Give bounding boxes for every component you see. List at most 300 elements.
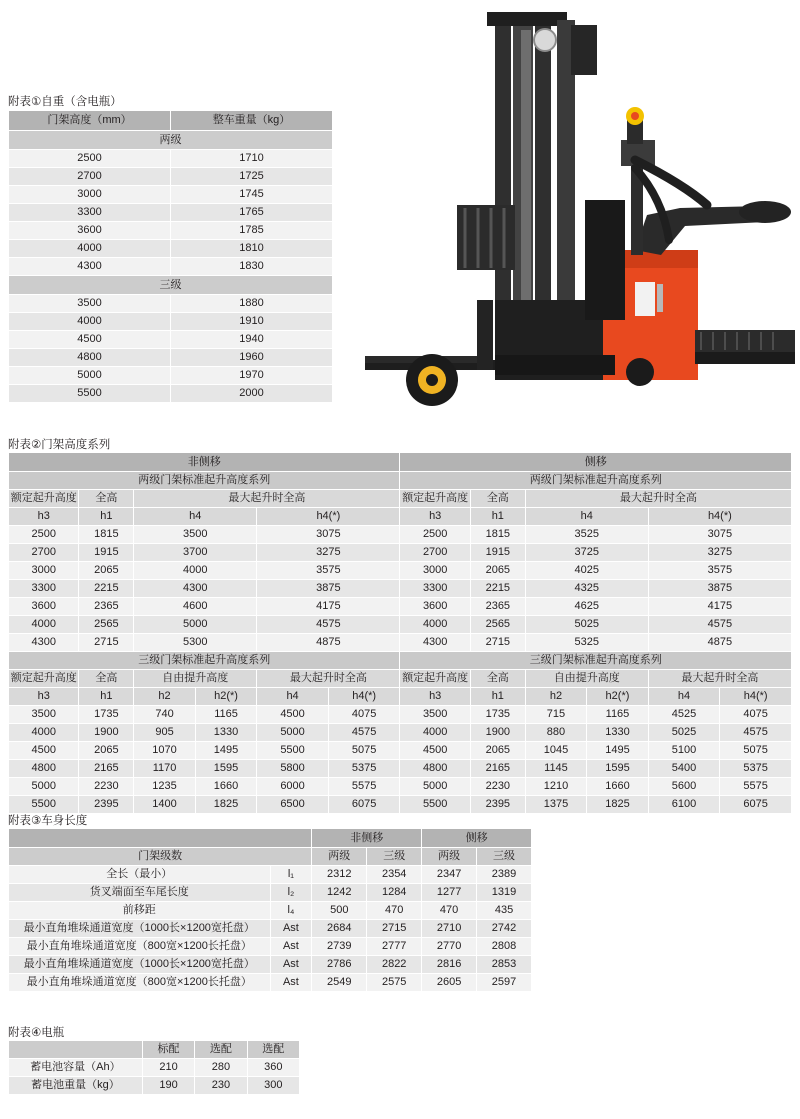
- table-row: [9, 778, 792, 796]
- table-section-row: [9, 652, 792, 670]
- stage-header: 三级: [367, 848, 422, 866]
- measurement-value: 4575: [720, 724, 792, 742]
- overall-height-value: 2365: [470, 598, 525, 616]
- table2-caption: 附表②门架高度系列: [8, 439, 111, 451]
- max-lift-height-alt-value: 3075: [257, 526, 400, 544]
- mast-height-table: [8, 452, 792, 814]
- measurement-value: 1735: [470, 706, 525, 724]
- dimension-value: 2389: [477, 866, 532, 884]
- mast-height-value: 3500: [9, 295, 171, 313]
- table-row: [9, 168, 333, 186]
- overall-height-value: 2065: [79, 562, 134, 580]
- symbol-header: h3: [9, 508, 79, 526]
- measurement-value: 5500: [400, 796, 470, 814]
- lift-height-value: 3000: [9, 562, 79, 580]
- measurement-value: 6075: [328, 796, 400, 814]
- truck-weight-value: 1970: [171, 367, 333, 385]
- max-lift-height-value: 3700: [134, 544, 257, 562]
- max-lift-height-alt-value: 4175: [648, 598, 791, 616]
- dimension-value: 470: [422, 902, 477, 920]
- measurement-value: 2065: [470, 742, 525, 760]
- overall-height-value: 2565: [79, 616, 134, 634]
- lift-height-value: 4000: [400, 616, 470, 634]
- measurement-value: 1825: [587, 796, 649, 814]
- measurement-value: 4075: [328, 706, 400, 724]
- max-lift-height-alt-value: 3875: [648, 580, 791, 598]
- measurement-value: 4800: [400, 760, 470, 778]
- max-lift-height-alt-value: 3575: [257, 562, 400, 580]
- measurement-value: 1070: [134, 742, 196, 760]
- truck-weight-value: 1710: [171, 150, 333, 168]
- lift-height-value: 3000: [400, 562, 470, 580]
- table-row: [9, 367, 333, 385]
- measurement-value: 905: [134, 724, 196, 742]
- column-header: 额定起升高度: [400, 490, 470, 508]
- measurement-value: 5575: [328, 778, 400, 796]
- table-row: [9, 349, 333, 367]
- dimension-value: 2605: [422, 974, 477, 992]
- column-header: 最大起升时全高: [525, 490, 791, 508]
- overall-height-value: 1815: [470, 526, 525, 544]
- column-header: 额定起升高度: [9, 670, 79, 688]
- table-row: [9, 724, 792, 742]
- column-header: 门架高度（mm）: [9, 111, 171, 131]
- table-row: [9, 866, 532, 884]
- max-lift-height-value: 5000: [134, 616, 257, 634]
- column-header: 全高: [470, 490, 525, 508]
- dimension-symbol: l₂: [270, 884, 312, 902]
- spacer-cell: [9, 829, 312, 848]
- overall-height-value: 2715: [79, 634, 134, 652]
- symbol-header: h4: [134, 508, 257, 526]
- table-row: [9, 938, 532, 956]
- dimension-symbol: Ast: [270, 938, 312, 956]
- max-lift-height-value: 4025: [525, 562, 648, 580]
- dimension-symbol: Ast: [270, 920, 312, 938]
- battery-value: 280: [195, 1059, 247, 1077]
- dimension-value: 2354: [367, 866, 422, 884]
- battery-config-header: 选配: [195, 1041, 247, 1059]
- table-group-row: [9, 829, 532, 848]
- weight-table: [8, 110, 333, 403]
- table-row: [9, 385, 333, 403]
- measurement-value: 5375: [328, 760, 400, 778]
- mast-height-value: 4000: [9, 313, 171, 331]
- max-lift-height-alt-value: 3875: [257, 580, 400, 598]
- lift-height-value: 4300: [400, 634, 470, 652]
- symbol-header: h3: [400, 508, 470, 526]
- mast-height-value: 3300: [9, 204, 171, 222]
- measurement-value: 5500: [9, 796, 79, 814]
- measurement-value: 5800: [257, 760, 329, 778]
- max-lift-height-value: 5300: [134, 634, 257, 652]
- measurement-value: 4525: [648, 706, 720, 724]
- column-header: 全高: [79, 490, 134, 508]
- measurement-value: 6000: [257, 778, 329, 796]
- max-lift-height-value: 4325: [525, 580, 648, 598]
- measurement-value: 1210: [525, 778, 587, 796]
- section-label: 三级门架标准起升高度系列: [9, 652, 400, 670]
- dimension-value: 1319: [477, 884, 532, 902]
- table-row: [9, 634, 792, 652]
- dimension-value: 470: [367, 902, 422, 920]
- measurement-value: 4000: [9, 724, 79, 742]
- table-row: [9, 258, 333, 276]
- measurement-value: 740: [134, 706, 196, 724]
- group-label: 三级: [9, 276, 333, 295]
- column-header: 最大起升时全高: [134, 490, 400, 508]
- max-lift-height-value: 3525: [525, 526, 648, 544]
- lift-height-value: 3300: [9, 580, 79, 598]
- dimension-symbol: l₄: [270, 902, 312, 920]
- max-lift-height-value: 4000: [134, 562, 257, 580]
- measurement-value: 5600: [648, 778, 720, 796]
- measurement-value: 3500: [400, 706, 470, 724]
- measurement-value: 5375: [720, 760, 792, 778]
- table4-container: [8, 1040, 300, 1095]
- lift-height-value: 2700: [9, 544, 79, 562]
- column-header: 全高: [79, 670, 134, 688]
- dimension-value: 2822: [367, 956, 422, 974]
- truck-weight-value: 1830: [171, 258, 333, 276]
- measurement-value: 1660: [195, 778, 257, 796]
- max-lift-height-alt-value: 3275: [648, 544, 791, 562]
- dimension-value: 2739: [312, 938, 367, 956]
- mast-height-value: 3600: [9, 222, 171, 240]
- measurement-value: 715: [525, 706, 587, 724]
- measurement-value: 4500: [400, 742, 470, 760]
- table3-container: [8, 828, 532, 992]
- group-label: 两级: [9, 131, 333, 150]
- mast-height-value: 4500: [9, 331, 171, 349]
- measurement-value: 5075: [328, 742, 400, 760]
- table-row: [9, 150, 333, 168]
- symbol-header: h4: [648, 688, 720, 706]
- dimension-value: 1242: [312, 884, 367, 902]
- dimension-value: 2816: [422, 956, 477, 974]
- table-group-row: [9, 131, 333, 150]
- measurement-value: 1375: [525, 796, 587, 814]
- lift-height-value: 3600: [400, 598, 470, 616]
- symbol-header: h4: [257, 688, 329, 706]
- max-lift-height-value: 4600: [134, 598, 257, 616]
- measurement-value: 1165: [587, 706, 649, 724]
- overall-height-value: 2215: [79, 580, 134, 598]
- dimension-symbol: Ast: [270, 956, 312, 974]
- table-group-row: [9, 276, 333, 295]
- max-lift-height-alt-value: 4875: [648, 634, 791, 652]
- measurement-value: 5575: [720, 778, 792, 796]
- mast-height-value: 5000: [9, 367, 171, 385]
- column-header: 额定起升高度: [9, 490, 79, 508]
- battery-table: [8, 1040, 300, 1095]
- symbol-header: h4: [525, 508, 648, 526]
- table-header-row: [9, 490, 792, 508]
- measurement-value: 1330: [195, 724, 257, 742]
- stage-header: 三级: [477, 848, 532, 866]
- measurement-value: 1145: [525, 760, 587, 778]
- battery-value: 190: [142, 1077, 194, 1095]
- max-lift-height-value: 5025: [525, 616, 648, 634]
- dimension-value: 435: [477, 902, 532, 920]
- measurement-value: 1595: [195, 760, 257, 778]
- symbol-header: h1: [79, 508, 134, 526]
- measurement-value: 2165: [470, 760, 525, 778]
- measurement-value: 1045: [525, 742, 587, 760]
- max-lift-height-alt-value: 3075: [648, 526, 791, 544]
- measurement-value: 2065: [79, 742, 134, 760]
- dimension-value: 2808: [477, 938, 532, 956]
- lift-height-value: 4000: [9, 616, 79, 634]
- table-row: [9, 902, 532, 920]
- table-header-row: [9, 670, 792, 688]
- measurement-value: 4075: [720, 706, 792, 724]
- measurement-value: 6100: [648, 796, 720, 814]
- mast-stage-header: 门架级数: [9, 848, 312, 866]
- battery-value: 300: [247, 1077, 299, 1095]
- truck-weight-value: 1960: [171, 349, 333, 367]
- column-header: 自由提升高度: [525, 670, 648, 688]
- column-header: 最大起升时全高: [648, 670, 791, 688]
- measurement-value: 4575: [328, 724, 400, 742]
- dimension-label: 最小直角堆垛通道宽度（800宽×1200长托盘）: [9, 938, 271, 956]
- measurement-value: 4000: [400, 724, 470, 742]
- table-row: [9, 222, 333, 240]
- symbol-header: h1: [470, 688, 525, 706]
- table2-container: [8, 452, 792, 814]
- table1-container: [8, 110, 333, 403]
- group-nonshift-label: 非侧移: [9, 453, 400, 472]
- table-row: [9, 974, 532, 992]
- dimension-value: 2347: [422, 866, 477, 884]
- table-row: [9, 313, 333, 331]
- table-row: [9, 1077, 300, 1095]
- lift-height-value: 4300: [9, 634, 79, 652]
- stage-header: 两级: [312, 848, 367, 866]
- table-row: [9, 544, 792, 562]
- dimension-symbol: Ast: [270, 974, 312, 992]
- section-label: 三级门架标准起升高度系列: [400, 652, 792, 670]
- table-row: [9, 562, 792, 580]
- symbol-header: h4(*): [720, 688, 792, 706]
- dimension-label: 最小直角堆垛通道宽度（1000长×1200宽托盘）: [9, 956, 271, 974]
- measurement-value: 1235: [134, 778, 196, 796]
- symbol-header: h4(*): [328, 688, 400, 706]
- measurement-value: 1660: [587, 778, 649, 796]
- table-subheader-row: [9, 508, 792, 526]
- truck-weight-value: 1810: [171, 240, 333, 258]
- measurement-value: 1170: [134, 760, 196, 778]
- dimension-value: 2710: [422, 920, 477, 938]
- lift-height-value: 3300: [400, 580, 470, 598]
- dimension-value: 500: [312, 902, 367, 920]
- table-row: [9, 616, 792, 634]
- measurement-value: 1165: [195, 706, 257, 724]
- battery-config-header: 选配: [247, 1041, 299, 1059]
- measurement-value: 1825: [195, 796, 257, 814]
- measurement-value: 880: [525, 724, 587, 742]
- dimension-label: 最小直角堆垛通道宽度（800宽×1200长托盘）: [9, 974, 271, 992]
- dimension-value: 2684: [312, 920, 367, 938]
- dimension-value: 2777: [367, 938, 422, 956]
- table-header-row: [9, 848, 532, 866]
- measurement-value: 1400: [134, 796, 196, 814]
- reach-truck-photo: [335, 0, 800, 430]
- dimension-label: 货叉端面至车尾长度: [9, 884, 271, 902]
- dimension-value: 1277: [422, 884, 477, 902]
- measurement-value: 5000: [400, 778, 470, 796]
- truck-weight-value: 1880: [171, 295, 333, 313]
- truck-weight-value: 1940: [171, 331, 333, 349]
- measurement-value: 2165: [79, 760, 134, 778]
- max-lift-height-value: 3500: [134, 526, 257, 544]
- max-lift-height-alt-value: 3275: [257, 544, 400, 562]
- max-lift-height-value: 3725: [525, 544, 648, 562]
- symbol-header: h2: [525, 688, 587, 706]
- battery-value: 210: [142, 1059, 194, 1077]
- measurement-value: 1900: [79, 724, 134, 742]
- measurement-value: 6500: [257, 796, 329, 814]
- overall-height-value: 2215: [470, 580, 525, 598]
- measurement-value: 1595: [587, 760, 649, 778]
- battery-config-header: 标配: [142, 1041, 194, 1059]
- overall-height-value: 1915: [470, 544, 525, 562]
- overall-height-value: 2715: [470, 634, 525, 652]
- table-row: [9, 956, 532, 974]
- column-header: 自由提升高度: [134, 670, 257, 688]
- table-row: [9, 295, 333, 313]
- group-shift-label: 侧移: [422, 829, 532, 848]
- truck-weight-value: 1765: [171, 204, 333, 222]
- battery-value: 230: [195, 1077, 247, 1095]
- dimension-label: 全长（最小）: [9, 866, 271, 884]
- mast-height-value: 4300: [9, 258, 171, 276]
- dimension-value: 2715: [367, 920, 422, 938]
- table-row: [9, 706, 792, 724]
- table-subheader-row: [9, 688, 792, 706]
- mast-height-value: 5500: [9, 385, 171, 403]
- measurement-value: 1495: [587, 742, 649, 760]
- dimension-symbol: l₁: [270, 866, 312, 884]
- table1-caption: 附表①自重（含电瓶）: [8, 96, 122, 108]
- overall-height-value: 1915: [79, 544, 134, 562]
- symbol-header: h2(*): [195, 688, 257, 706]
- max-lift-height-alt-value: 3575: [648, 562, 791, 580]
- table-row: [9, 240, 333, 258]
- table-header-row: [9, 111, 333, 131]
- table-row: [9, 884, 532, 902]
- lift-height-value: 3600: [9, 598, 79, 616]
- measurement-value: 1735: [79, 706, 134, 724]
- dimension-value: 2549: [312, 974, 367, 992]
- overall-height-value: 2565: [470, 616, 525, 634]
- measurement-value: 2230: [470, 778, 525, 796]
- battery-row-header: [9, 1041, 143, 1059]
- measurement-value: 5500: [257, 742, 329, 760]
- measurement-value: 5000: [9, 778, 79, 796]
- battery-value: 360: [247, 1059, 299, 1077]
- mast-height-value: 2700: [9, 168, 171, 186]
- body-length-table: [8, 828, 532, 992]
- table-row: [9, 204, 333, 222]
- table-row: [9, 920, 532, 938]
- column-header: 最大起升时全高: [257, 670, 400, 688]
- overall-height-value: 1815: [79, 526, 134, 544]
- column-header: 全高: [470, 670, 525, 688]
- table-row: [9, 760, 792, 778]
- section-label: 两级门架标准起升高度系列: [400, 472, 792, 490]
- table-section-row: [9, 472, 792, 490]
- symbol-header: h2(*): [587, 688, 649, 706]
- dimension-label: 前移距: [9, 902, 271, 920]
- symbol-header: h1: [79, 688, 134, 706]
- truck-weight-value: 1785: [171, 222, 333, 240]
- mast-height-value: 2500: [9, 150, 171, 168]
- measurement-value: 1330: [587, 724, 649, 742]
- dimension-value: 1284: [367, 884, 422, 902]
- measurement-value: 1900: [470, 724, 525, 742]
- symbol-header: h3: [400, 688, 470, 706]
- table-row: [9, 580, 792, 598]
- overall-height-value: 2365: [79, 598, 134, 616]
- table-row: [9, 526, 792, 544]
- dimension-label: 最小直角堆垛通道宽度（1000长×1200宽托盘）: [9, 920, 271, 938]
- column-header: 额定起升高度: [400, 670, 470, 688]
- measurement-value: 2230: [79, 778, 134, 796]
- dimension-value: 2312: [312, 866, 367, 884]
- lift-height-value: 2700: [400, 544, 470, 562]
- max-lift-height-alt-value: 4575: [257, 616, 400, 634]
- max-lift-height-value: 5325: [525, 634, 648, 652]
- table-row: [9, 742, 792, 760]
- table-group-row: [9, 453, 792, 472]
- symbol-header: h3: [9, 688, 79, 706]
- measurement-value: 5025: [648, 724, 720, 742]
- dimension-value: 2597: [477, 974, 532, 992]
- measurement-value: 5400: [648, 760, 720, 778]
- truck-weight-value: 1745: [171, 186, 333, 204]
- dimension-value: 2786: [312, 956, 367, 974]
- battery-label: 蓄电池容量（Ah）: [9, 1059, 143, 1077]
- max-lift-height-alt-value: 4875: [257, 634, 400, 652]
- symbol-header: h1: [470, 508, 525, 526]
- measurement-value: 2395: [79, 796, 134, 814]
- max-lift-height-value: 4300: [134, 580, 257, 598]
- table-row: [9, 331, 333, 349]
- table-row: [9, 598, 792, 616]
- dimension-value: 2770: [422, 938, 477, 956]
- table-row: [9, 796, 792, 814]
- table-header-row: [9, 1041, 300, 1059]
- group-shift-label: 侧移: [400, 453, 792, 472]
- measurement-value: 5075: [720, 742, 792, 760]
- dimension-value: 2742: [477, 920, 532, 938]
- section-label: 两级门架标准起升高度系列: [9, 472, 400, 490]
- symbol-header: h4(*): [648, 508, 791, 526]
- measurement-value: 2395: [470, 796, 525, 814]
- dimension-value: 2853: [477, 956, 532, 974]
- symbol-header: h4(*): [257, 508, 400, 526]
- stage-header: 两级: [422, 848, 477, 866]
- measurement-value: 5000: [257, 724, 329, 742]
- mast-height-value: 4000: [9, 240, 171, 258]
- measurement-value: 5100: [648, 742, 720, 760]
- measurement-value: 6075: [720, 796, 792, 814]
- measurement-value: 4500: [9, 742, 79, 760]
- truck-weight-value: 1910: [171, 313, 333, 331]
- measurement-value: 1495: [195, 742, 257, 760]
- truck-weight-value: 1725: [171, 168, 333, 186]
